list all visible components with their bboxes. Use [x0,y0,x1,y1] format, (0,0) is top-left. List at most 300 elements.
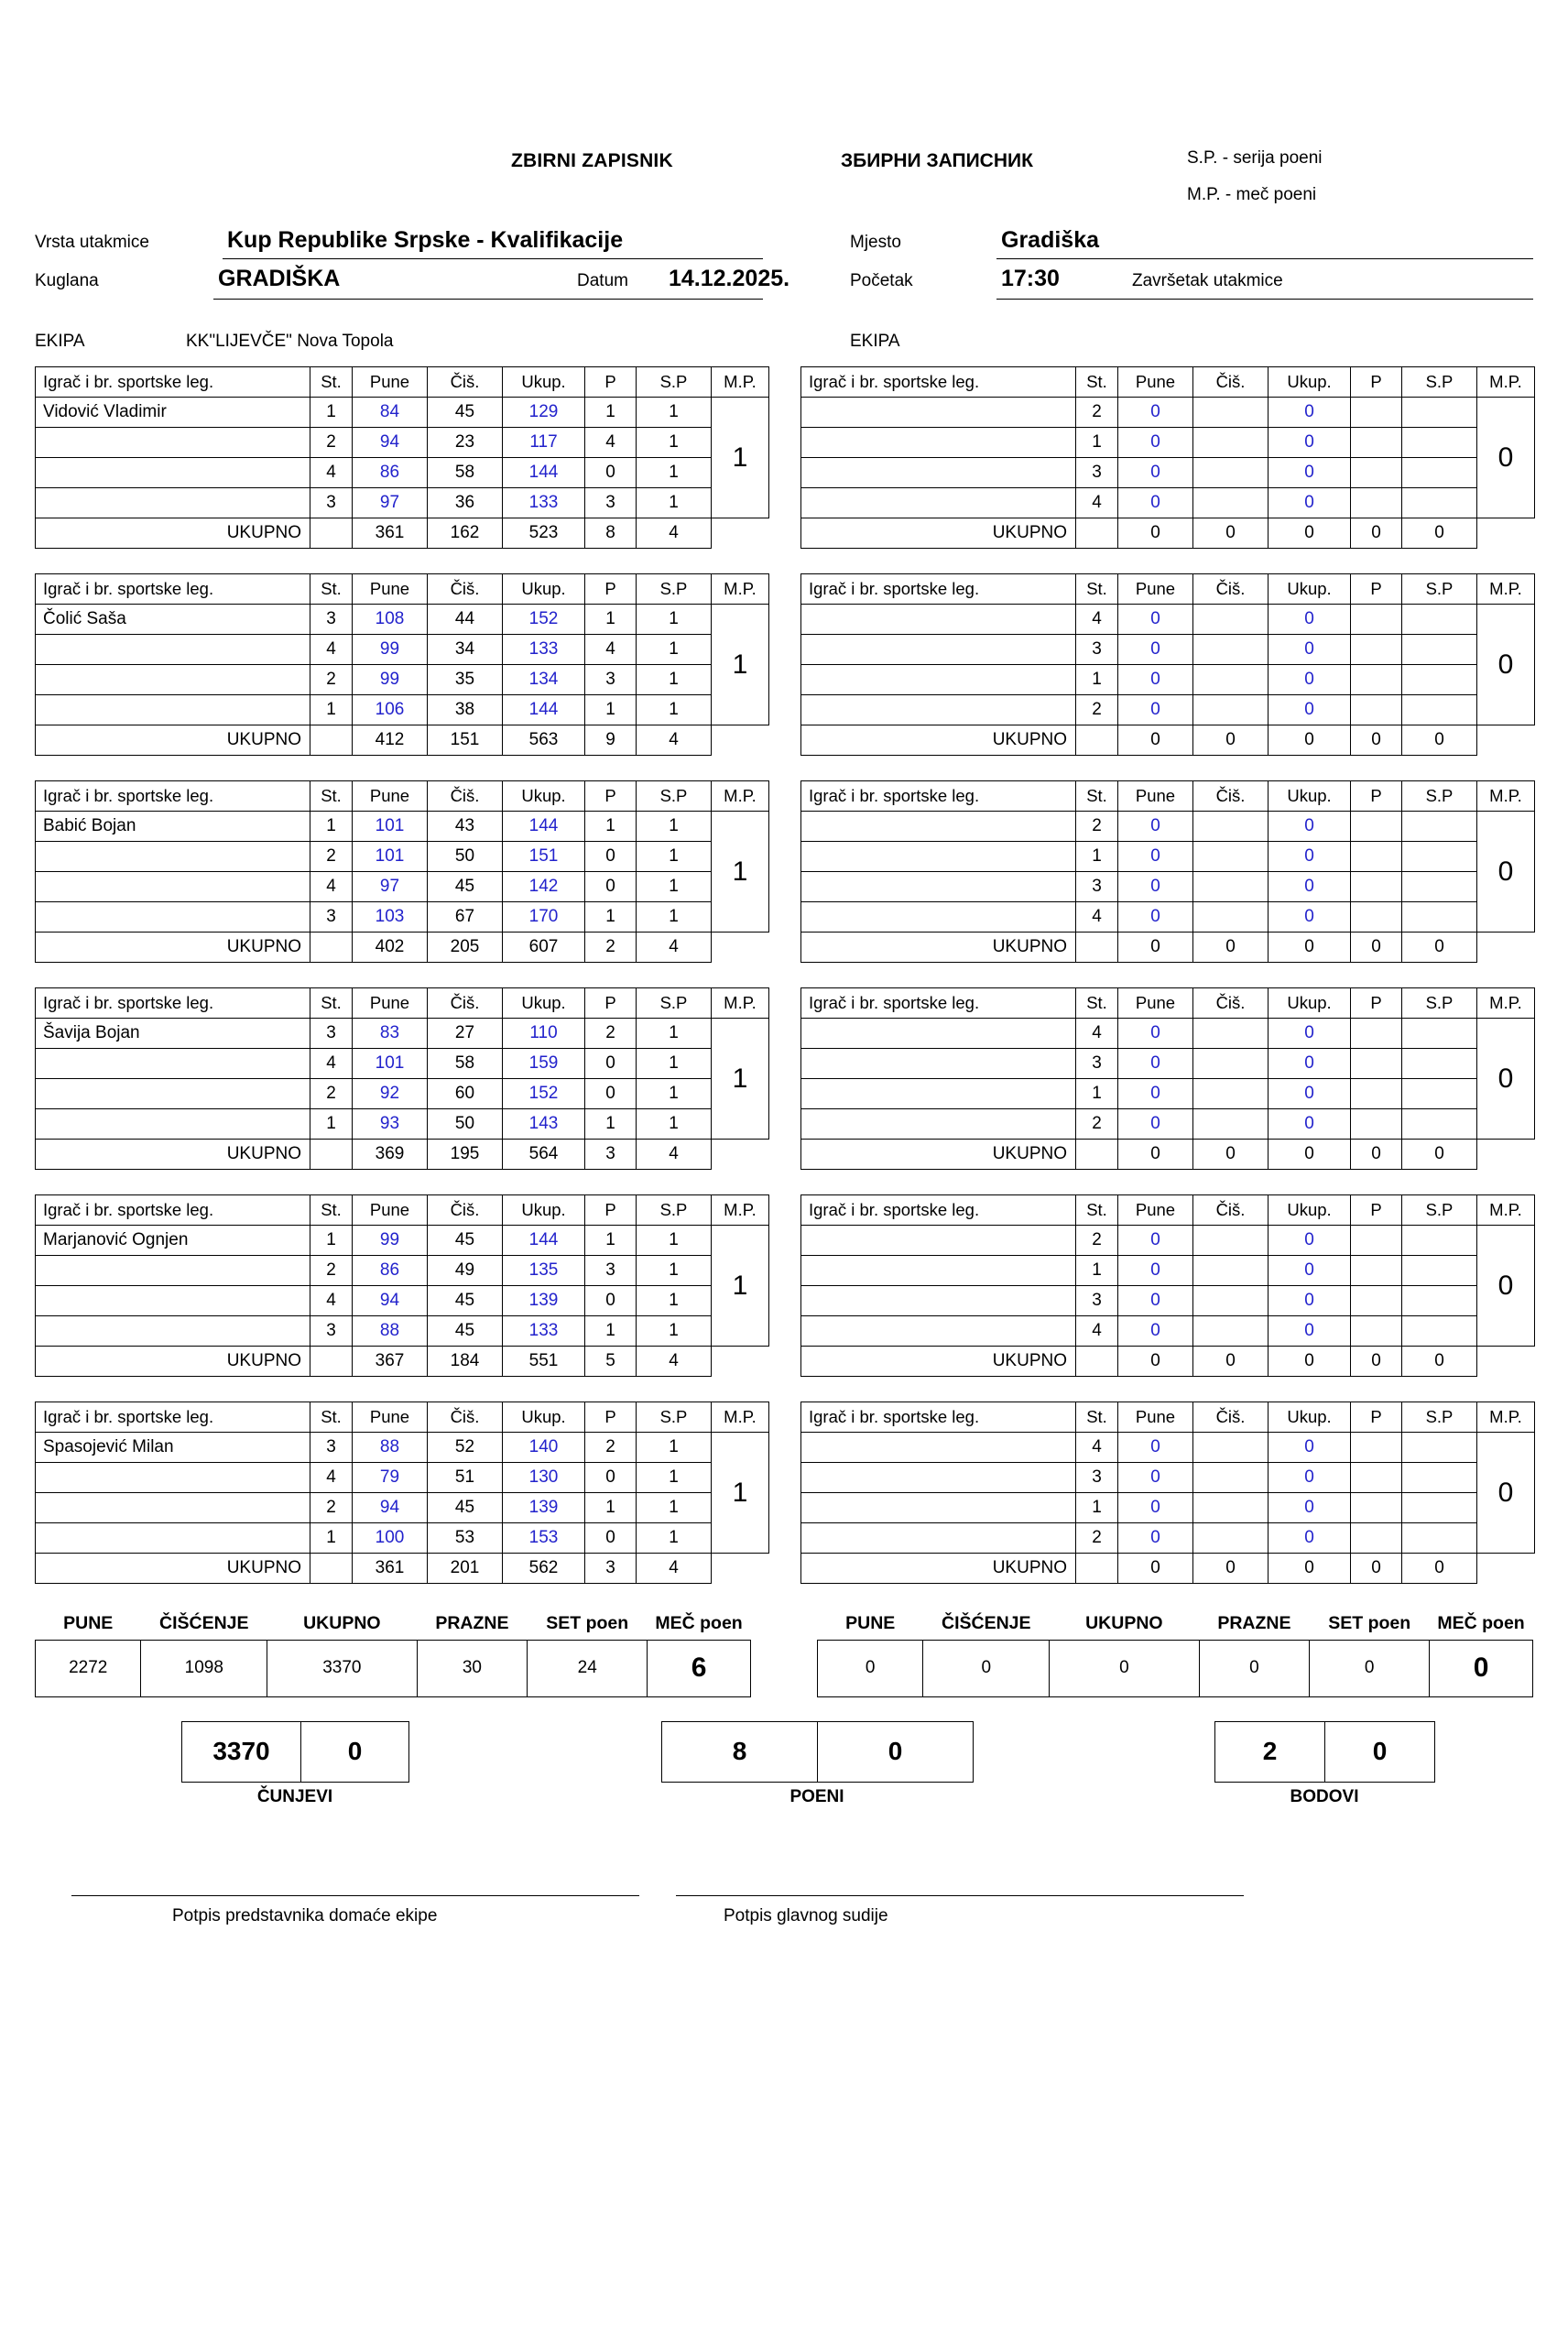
cell-sp [1402,902,1477,933]
cell-sp [1402,1286,1477,1316]
player-table-away [800,366,1535,549]
match-points: 0 [1477,398,1535,518]
value-mjesto: Gradiška [1001,227,1100,253]
summary-home-mec: 6 [648,1640,751,1696]
total-label: UKUPNO [801,725,1076,756]
cunjevi-home: 3370 [182,1721,301,1782]
cell-st: 2 [310,1079,353,1109]
cell-pune: 94 [353,1286,428,1316]
match-points: 1 [712,398,769,518]
table-total-row [36,1347,769,1377]
total-ukup: 523 [503,518,585,549]
cell-pune: 92 [353,1079,428,1109]
player-name-empty [801,1109,1076,1140]
table-header-row [36,1402,769,1433]
column-header-name: Igrač i br. sportske leg. [801,781,1076,812]
summary-home-cisenje: 1098 [141,1640,267,1696]
cell-pune: 0 [1118,1523,1193,1554]
player-table-away [800,780,1535,963]
cell-ukup: 0 [1269,428,1351,458]
cell-st: 3 [1076,1286,1118,1316]
total-p: 3 [585,1140,637,1170]
cell-ukup: 0 [1269,842,1351,872]
column-header-sp: S.P [637,1402,712,1433]
cell-p: 2 [585,1433,637,1463]
cell-cis [1193,1109,1269,1140]
column-header-sp: S.P [1402,367,1477,398]
table-header-row [801,1402,1535,1433]
table-row [36,398,769,428]
cell-st: 2 [310,1256,353,1286]
cell-p [1351,1463,1402,1493]
cell-st: 1 [1076,1493,1118,1523]
cell-pune: 0 [1118,842,1193,872]
summary-header-ukupno-away: UKUPNO [1085,1613,1163,1634]
column-header-mp: M.P. [712,574,769,605]
total-cis: 195 [428,1140,503,1170]
cell-p: 1 [585,812,637,842]
summary-header-prazne: PRAZNE [435,1613,509,1634]
column-header-name: Igrač i br. sportske leg. [36,1195,310,1226]
column-header-mp: M.P. [1477,367,1535,398]
player-name: Spasojević Milan [36,1433,310,1463]
cell-cis: 38 [428,695,503,725]
table-total-row [36,933,769,963]
cell-cis [1193,488,1269,518]
column-header-ukup: Ukup. [503,1402,585,1433]
total-cis: 151 [428,725,503,756]
total-pune: 367 [353,1347,428,1377]
label-mjesto: Mjesto [850,233,901,252]
cell-p [1351,842,1402,872]
match-points: 1 [712,1019,769,1140]
column-header-p: P [1351,1402,1402,1433]
cell-ukup: 0 [1269,872,1351,902]
cell-sp [1402,605,1477,635]
total-pune: 0 [1118,518,1193,549]
summary-table-away [817,1609,1533,1697]
table-row [36,872,769,902]
cell-st: 3 [1076,1463,1118,1493]
cell-sp: 1 [637,1316,712,1347]
column-header-sp: S.P [637,1195,712,1226]
label-pocetak: Početak [850,271,913,290]
cell-st: 4 [310,1463,353,1493]
cell-ukup: 0 [1269,458,1351,488]
cell-pune: 0 [1118,1433,1193,1463]
cell-pune: 88 [353,1433,428,1463]
match-points: 1 [712,605,769,725]
table-total-row [36,518,769,549]
table-row [36,1079,769,1109]
cell-st: 3 [1076,872,1118,902]
table-header-row [801,781,1535,812]
player-name [801,1433,1076,1463]
total-pune: 0 [1118,725,1193,756]
summary-away-pune: 0 [818,1640,923,1696]
total-st [1076,1554,1118,1584]
player-name-empty [801,635,1076,665]
match-meta [35,225,1533,324]
cell-sp: 1 [637,1109,712,1140]
total-st [1076,725,1118,756]
summary-away-cisenje: 0 [923,1640,1050,1696]
cell-cis: 45 [428,398,503,428]
player-block [35,573,1533,756]
cell-p [1351,1226,1402,1256]
column-header-st: St. [1076,781,1118,812]
cell-ukup: 152 [503,1079,585,1109]
total-st [1076,933,1118,963]
total-label: UKUPNO [801,1140,1076,1170]
column-header-st: St. [1076,367,1118,398]
cell-st: 1 [1076,1256,1118,1286]
cell-cis: 44 [428,605,503,635]
player-name-empty [801,1079,1076,1109]
summary-away-set: 0 [1310,1640,1430,1696]
cell-p: 1 [585,605,637,635]
cell-st: 3 [310,902,353,933]
total-p: 0 [1351,933,1402,963]
column-header-st: St. [1076,574,1118,605]
cell-cis [1193,1079,1269,1109]
total-cis: 205 [428,933,503,963]
summary-header-cisenje-away: ČIŠĆENJE [942,1613,1031,1634]
cell-sp [1402,1316,1477,1347]
cell-cis [1193,1019,1269,1049]
column-header-ukup: Ukup. [1269,781,1351,812]
column-header-pune: Pune [353,1402,428,1433]
cell-cis [1193,1226,1269,1256]
value-datum: 14.12.2025. [669,266,790,291]
cell-ukup: 139 [503,1286,585,1316]
player-name-empty [801,902,1076,933]
table-total-row [801,933,1535,963]
cell-ukup: 129 [503,398,585,428]
totals-poeni [661,1721,974,1783]
player-name: Babić Bojan [36,812,310,842]
cell-cis: 49 [428,1256,503,1286]
column-header-st: St. [310,574,353,605]
cell-p: 1 [585,1493,637,1523]
table-row [36,428,769,458]
player-name-empty [36,695,310,725]
summary-header-set-away: SET poen [1328,1613,1411,1634]
table-total-row [36,1554,769,1584]
match-points: 1 [712,812,769,933]
table-row [36,635,769,665]
column-header-ukup: Ukup. [1269,988,1351,1019]
column-header-ukup: Ukup. [503,367,585,398]
column-header-cis: Čiš. [1193,574,1269,605]
player-table-home [35,1402,769,1584]
cell-p: 4 [585,635,637,665]
column-header-pune: Pune [353,1195,428,1226]
player-name-empty [801,872,1076,902]
player-block [35,366,1533,549]
player-name: Čolić Saša [36,605,310,635]
match-points: 0 [1477,812,1535,933]
player-name-empty [36,458,310,488]
cell-p [1351,458,1402,488]
column-header-p: P [1351,574,1402,605]
total-st [1076,1140,1118,1170]
table-row [801,1049,1535,1079]
cell-pune: 0 [1118,1019,1193,1049]
cell-ukup: 0 [1269,1523,1351,1554]
cell-pune: 0 [1118,1463,1193,1493]
cell-st: 3 [310,1019,353,1049]
player-name [801,1019,1076,1049]
cell-sp: 1 [637,1226,712,1256]
column-header-p: P [585,574,637,605]
total-ukup: 0 [1269,1140,1351,1170]
column-header-sp: S.P [1402,781,1477,812]
cell-st: 2 [1076,1109,1118,1140]
total-ukup: 607 [503,933,585,963]
total-label: UKUPNO [36,1140,310,1170]
cell-ukup: 0 [1269,605,1351,635]
table-row [36,1316,769,1347]
column-header-pune: Pune [353,574,428,605]
cell-pune: 99 [353,1226,428,1256]
summary-header-mec-away: MEČ poen [1437,1613,1525,1634]
column-header-p: P [585,1402,637,1433]
cell-ukup: 130 [503,1463,585,1493]
total-sp: 4 [637,933,712,963]
column-header-mp: M.P. [712,1402,769,1433]
cell-st: 2 [310,842,353,872]
cell-st: 3 [1076,1049,1118,1079]
summary-home-ukupno: 3370 [267,1640,417,1696]
cell-ukup: 133 [503,635,585,665]
cell-ukup: 0 [1269,1316,1351,1347]
cell-p [1351,1523,1402,1554]
column-header-name: Igrač i br. sportske leg. [801,1402,1076,1433]
column-header-name: Igrač i br. sportske leg. [36,574,310,605]
player-name: Šavija Bojan [36,1019,310,1049]
total-label: UKUPNO [36,1554,310,1584]
column-header-ukup: Ukup. [1269,1195,1351,1226]
cell-p [1351,1433,1402,1463]
cell-ukup: 140 [503,1433,585,1463]
cell-pune: 86 [353,1256,428,1286]
cell-cis: 45 [428,1493,503,1523]
cell-cis [1193,458,1269,488]
cell-cis [1193,605,1269,635]
cell-p [1351,1493,1402,1523]
cell-p: 3 [585,488,637,518]
cell-p: 3 [585,665,637,695]
cell-sp [1402,695,1477,725]
player-name-empty [801,428,1076,458]
cell-pune: 0 [1118,1226,1193,1256]
cell-p [1351,1079,1402,1109]
cell-cis: 45 [428,1316,503,1347]
cell-sp: 1 [637,458,712,488]
cell-p: 0 [585,1463,637,1493]
cell-st: 1 [310,1226,353,1256]
cell-st: 1 [1076,428,1118,458]
cell-cis: 23 [428,428,503,458]
total-sp: 4 [637,1347,712,1377]
cell-sp: 1 [637,695,712,725]
total-sp: 4 [637,518,712,549]
cell-p [1351,605,1402,635]
label-vrsta-utakmice: Vrsta utakmice [35,233,149,252]
cell-ukup: 133 [503,1316,585,1347]
column-header-st: St. [1076,1402,1118,1433]
cell-cis: 43 [428,812,503,842]
rule-kuglana [213,299,763,300]
column-header-mp: M.P. [712,1195,769,1226]
cell-cis [1193,842,1269,872]
table-header-row [801,1195,1535,1226]
column-header-mp: M.P. [712,781,769,812]
summary-away-prazne: 0 [1199,1640,1310,1696]
total-p: 2 [585,933,637,963]
total-cis: 184 [428,1347,503,1377]
cell-ukup: 0 [1269,1463,1351,1493]
total-pune: 0 [1118,1140,1193,1170]
total-p: 0 [1351,725,1402,756]
summary-away-ukupno: 0 [1050,1640,1199,1696]
match-points: 1 [712,1433,769,1554]
cell-st: 3 [1076,458,1118,488]
cell-st: 3 [310,605,353,635]
page-title-latin: ZBIRNI ZAPISNIK [511,150,673,171]
total-ukup: 0 [1269,933,1351,963]
player-name-empty [36,1256,310,1286]
player-name-empty [801,1256,1076,1286]
teams-row [35,328,1533,366]
cell-sp [1402,1463,1477,1493]
column-header-name: Igrač i br. sportske leg. [801,574,1076,605]
total-cis: 0 [1193,518,1269,549]
cell-st: 3 [310,1433,353,1463]
column-header-st: St. [1076,1195,1118,1226]
cell-sp [1402,635,1477,665]
cell-ukup: 152 [503,605,585,635]
cell-p [1351,812,1402,842]
column-header-pune: Pune [1118,781,1193,812]
cell-cis [1193,1493,1269,1523]
cell-sp [1402,665,1477,695]
summary-home-set: 24 [528,1640,648,1696]
table-row [36,458,769,488]
column-header-p: P [585,1195,637,1226]
cell-pune: 0 [1118,872,1193,902]
total-sp: 4 [637,1140,712,1170]
column-header-st: St. [310,1402,353,1433]
cell-p: 1 [585,695,637,725]
total-pune: 361 [353,1554,428,1584]
cell-st: 1 [310,812,353,842]
column-header-p: P [1351,988,1402,1019]
table-row [36,812,769,842]
rule-pocetak [996,299,1533,300]
cell-cis: 27 [428,1019,503,1049]
table-row [801,1286,1535,1316]
cell-p: 1 [585,1109,637,1140]
column-header-ukup: Ukup. [503,574,585,605]
table-row [36,605,769,635]
total-p: 0 [1351,518,1402,549]
total-p: 9 [585,725,637,756]
total-label: UKUPNO [36,725,310,756]
cell-sp: 1 [637,842,712,872]
player-name-empty [36,1463,310,1493]
cell-sp [1402,1433,1477,1463]
table-row [801,458,1535,488]
cell-cis [1193,1286,1269,1316]
cell-pune: 93 [353,1109,428,1140]
cell-pune: 84 [353,398,428,428]
total-sp: 0 [1402,933,1477,963]
table-header-row [36,574,769,605]
label-datum: Datum [577,271,628,290]
cell-st: 1 [310,398,353,428]
cell-cis: 53 [428,1523,503,1554]
column-header-pune: Pune [353,988,428,1019]
cell-p: 0 [585,1286,637,1316]
cell-sp [1402,1049,1477,1079]
total-pune: 0 [1118,933,1193,963]
total-label: UKUPNO [36,1347,310,1377]
cell-ukup: 144 [503,812,585,842]
player-name-empty [36,1109,310,1140]
total-ukup: 0 [1269,1347,1351,1377]
table-header-row [36,988,769,1019]
total-label: UKUPNO [801,518,1076,549]
table-row [801,695,1535,725]
table-row [36,1286,769,1316]
cell-sp [1402,1523,1477,1554]
cell-cis [1193,635,1269,665]
cell-sp: 1 [637,665,712,695]
player-block [35,1402,1533,1584]
total-sp: 0 [1402,725,1477,756]
cell-sp [1402,1019,1477,1049]
player-name-empty [36,1049,310,1079]
summary-home-pune: 2272 [36,1640,141,1696]
column-header-cis: Čiš. [1193,367,1269,398]
table-row [36,1019,769,1049]
column-header-ukup: Ukup. [503,1195,585,1226]
cell-pune: 108 [353,605,428,635]
summary-row [35,1609,1533,1697]
cell-p [1351,1109,1402,1140]
column-header-st: St. [310,781,353,812]
match-points: 0 [1477,605,1535,725]
total-cis: 0 [1193,725,1269,756]
cell-cis: 50 [428,842,503,872]
total-p: 8 [585,518,637,549]
cell-ukup: 143 [503,1109,585,1140]
player-block [35,987,1533,1170]
cell-p: 4 [585,428,637,458]
cell-sp: 1 [637,428,712,458]
player-name-empty [801,1049,1076,1079]
cell-cis [1193,812,1269,842]
cell-sp [1402,458,1477,488]
total-sp: 0 [1402,1140,1477,1170]
column-header-pune: Pune [1118,1402,1193,1433]
cell-cis: 45 [428,872,503,902]
cell-ukup: 0 [1269,695,1351,725]
column-header-sp: S.P [637,988,712,1019]
column-header-name: Igrač i br. sportske leg. [36,781,310,812]
